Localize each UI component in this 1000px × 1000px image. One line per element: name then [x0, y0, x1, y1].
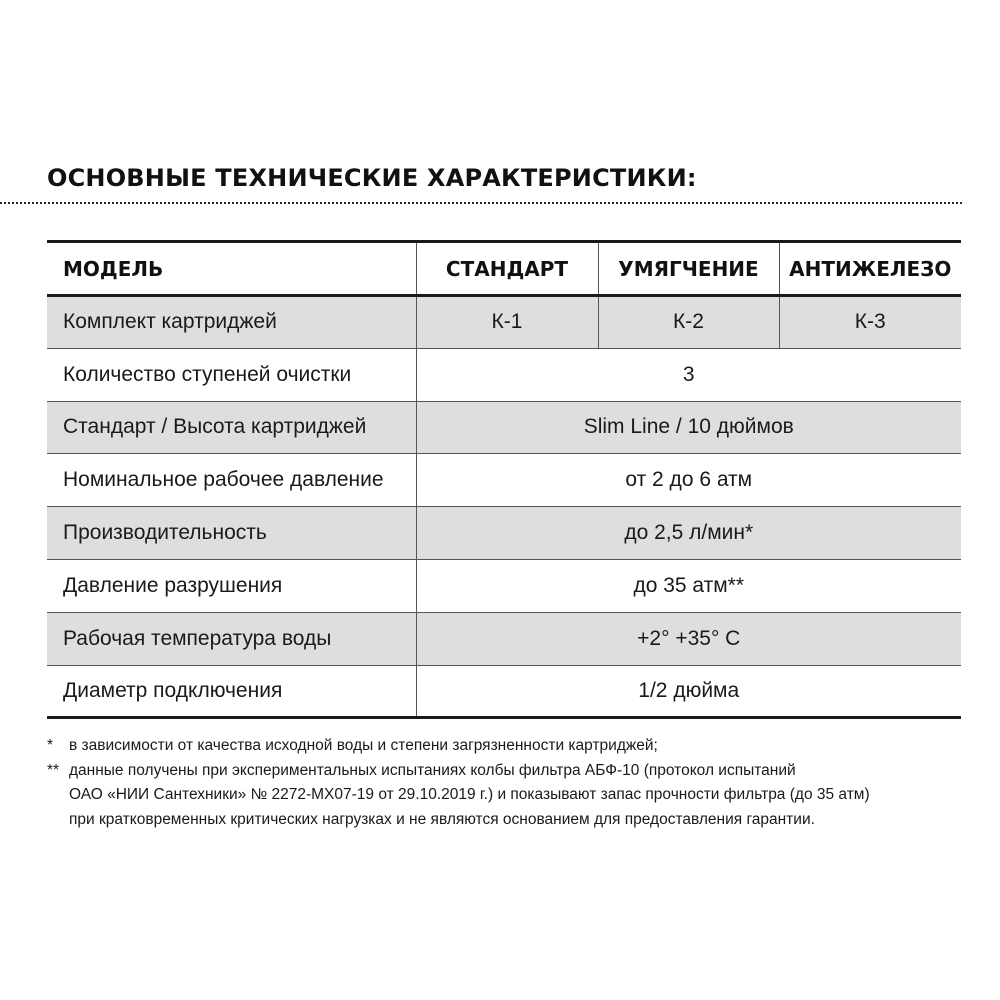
row-value: +2° +35° С	[416, 612, 961, 665]
table-row	[47, 612, 961, 665]
footnote-line: при кратковременных критических нагрузках и не являются основанием для предоставления гарантии.	[69, 810, 815, 828]
row-value: до 2,5 л/мин*	[416, 507, 961, 560]
table-row	[47, 559, 961, 612]
header-model-standard: СТАНДАРТ	[416, 242, 598, 296]
footnote-mark: *	[47, 737, 54, 754]
footnote-line: ОАО «НИИ Сантехники» № 2272-МХ07-19 от 29.10.2019 г.) и показывают запас прочности фильтра (до 35 атм)	[69, 786, 870, 803]
footnote-line: в зависимости от качества исходной воды и степени загрязненности картриджей;	[69, 737, 658, 754]
table-row	[47, 454, 961, 507]
row-label: Комплект картриджей	[47, 296, 416, 349]
row-value-anti-iron: К-3	[779, 296, 961, 349]
table-row	[47, 665, 961, 718]
footnote	[47, 759, 961, 833]
footnote-mark: **	[47, 761, 60, 779]
row-label: Рабочая температура воды	[47, 612, 416, 665]
row-value-standard: К-1	[416, 296, 598, 349]
header-model-anti-iron: АНТИЖЕЛЕЗО	[779, 242, 961, 296]
row-value: до 35 атм**	[416, 559, 961, 612]
table-row	[47, 296, 961, 349]
header-model: МОДЕЛЬ	[47, 242, 416, 296]
row-label: Давление разрушения	[47, 559, 416, 612]
row-label: Номинальное рабочее давление	[47, 454, 416, 507]
table-row	[47, 348, 961, 401]
row-value: 3	[416, 348, 961, 401]
header-model-softening: УМЯГЧЕНИЕ	[598, 242, 779, 296]
row-value: Slim Line / 10 дюймов	[416, 401, 961, 454]
footnote-line: данные получены при экспериментальных испытаниях колбы фильтра АБФ-10 (протокол испытаний	[69, 761, 796, 779]
row-value-softening: К-2	[598, 296, 779, 349]
spec-table	[47, 240, 961, 719]
row-value: 1/2 дюйма	[416, 665, 961, 718]
table-row	[47, 507, 961, 560]
row-label: Диаметр подключения	[47, 665, 416, 718]
footnotes	[47, 734, 961, 832]
row-label: Стандарт / Высота картриджей	[47, 401, 416, 454]
table-header-row	[47, 242, 961, 296]
table-row	[47, 401, 961, 454]
row-label: Производительность	[47, 507, 416, 560]
footnote	[47, 734, 961, 759]
dotted-divider	[0, 202, 962, 204]
row-value: от 2 до 6 атм	[416, 454, 961, 507]
page-title: ОСНОВНЫЕ ТЕХНИЧЕСКИЕ ХАРАКТЕРИСТИКИ:	[47, 164, 697, 192]
row-label: Количество ступеней очистки	[47, 348, 416, 401]
